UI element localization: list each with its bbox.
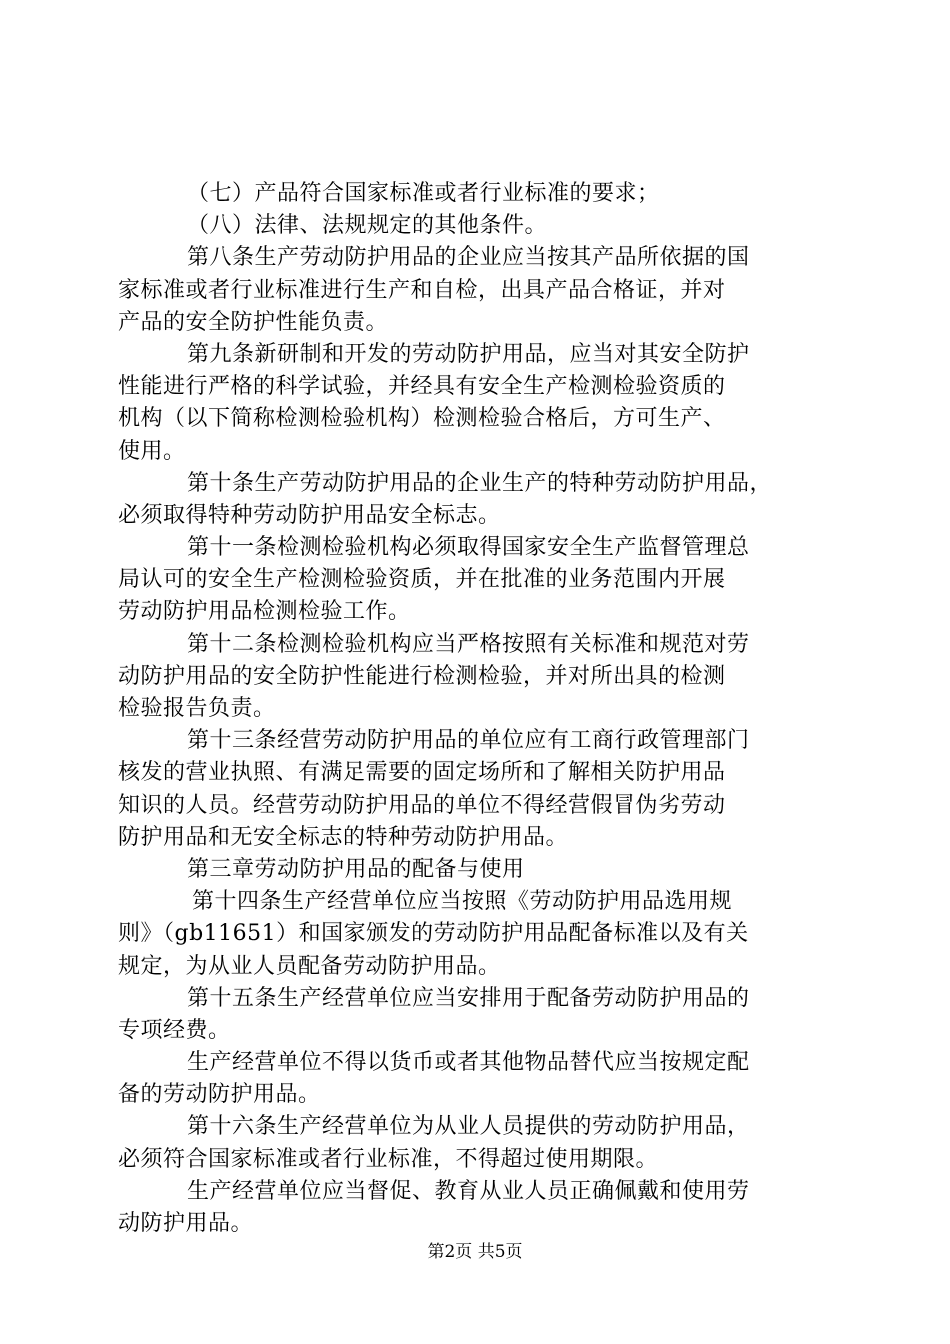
text-line: 生产经营单位应当督促、教育从业人员正确佩戴和使用劳 bbox=[187, 1178, 750, 1204]
text-line: 第十条生产劳动防护用品的企业生产的特种劳动防护用品， bbox=[187, 470, 773, 496]
text-line: 家标准或者行业标准进行生产和自检，出具产品合格证，并对 bbox=[118, 277, 726, 303]
chapter-heading: 第三章劳动防护用品的配备与使用 bbox=[187, 856, 525, 882]
document-body bbox=[118, 178, 834, 1240]
text-line: 性能进行严格的科学试验，并经具有安全生产检测检验资质的 bbox=[118, 374, 726, 400]
text-line: 备的劳动防护用品。 bbox=[118, 1082, 321, 1108]
text-line: 生产经营单位不得以货币或者其他物品替代应当按规定配 bbox=[187, 1050, 750, 1076]
text-line: 动防护用品。 bbox=[118, 1211, 254, 1236]
text-line: 必须取得特种劳动防护用品安全标志。 bbox=[118, 502, 501, 528]
text-line: 劳动防护用品检测检验工作。 bbox=[118, 599, 411, 625]
text-line: 第十四条生产经营单位应当按照《劳动防护用品选用规 bbox=[192, 889, 733, 915]
text-line: 第十五条生产经营单位应当安排用于配备劳动防护用品的 bbox=[187, 985, 750, 1011]
text-line: 必须符合国家标准或者行业标准，不得超过使用期限。 bbox=[118, 1146, 659, 1172]
text-line: （八）法律、法规规定的其他条件。 bbox=[187, 213, 548, 239]
text-line: 第八条生产劳动防护用品的企业应当按其产品所依据的国 bbox=[187, 245, 750, 271]
text-line: 第十二条检测检验机构应当严格按照有关标准和规范对劳 bbox=[187, 631, 750, 657]
text-line: 则》（gb11651）和国家颁发的劳动防护用品配备标准以及有关 bbox=[118, 921, 749, 947]
text-line: 知识的人员。经营劳动防护用品的单位不得经营假冒伪劣劳动 bbox=[118, 792, 726, 818]
text-line: 产品的安全防护性能负责。 bbox=[118, 309, 389, 335]
text-line: 第十三条经营劳动防护用品的单位应有工商行政管理部门 bbox=[187, 728, 750, 754]
text-line: 第十六条生产经营单位为从业人员提供的劳动防护用品， bbox=[187, 1114, 750, 1140]
text-line: 第九条新研制和开发的劳动防护用品，应当对其安全防护 bbox=[187, 341, 750, 367]
text-line: （七）产品符合国家标准或者行业标准的要求； bbox=[187, 181, 660, 206]
text-line: 局认可的安全生产检测检验资质，并在批准的业务范围内开展 bbox=[118, 567, 726, 593]
text-line: 防护用品和无安全标志的特种劳动防护用品。 bbox=[118, 824, 569, 850]
text-line: 专项经费。 bbox=[118, 1017, 231, 1043]
page-number: 第2页 共5页 bbox=[427, 1242, 523, 1262]
text-line: 机构（以下简称检测检验机构）检测检验合格后，方可生产、 bbox=[118, 406, 726, 432]
text-line: 规定，为从业人员配备劳动防护用品。 bbox=[118, 953, 501, 979]
text-line: 核发的营业执照、有满足需要的固定场所和了解相关防护用品 bbox=[118, 760, 726, 786]
text-line: 第十一条检测检验机构必须取得国家安全生产监督管理总 bbox=[187, 535, 750, 561]
text-line: 使用。 bbox=[118, 438, 186, 464]
text-line: 动防护用品的安全防护性能进行检测检验，并对所出具的检测 bbox=[118, 663, 726, 689]
text-line: 检验报告负责。 bbox=[118, 696, 276, 721]
